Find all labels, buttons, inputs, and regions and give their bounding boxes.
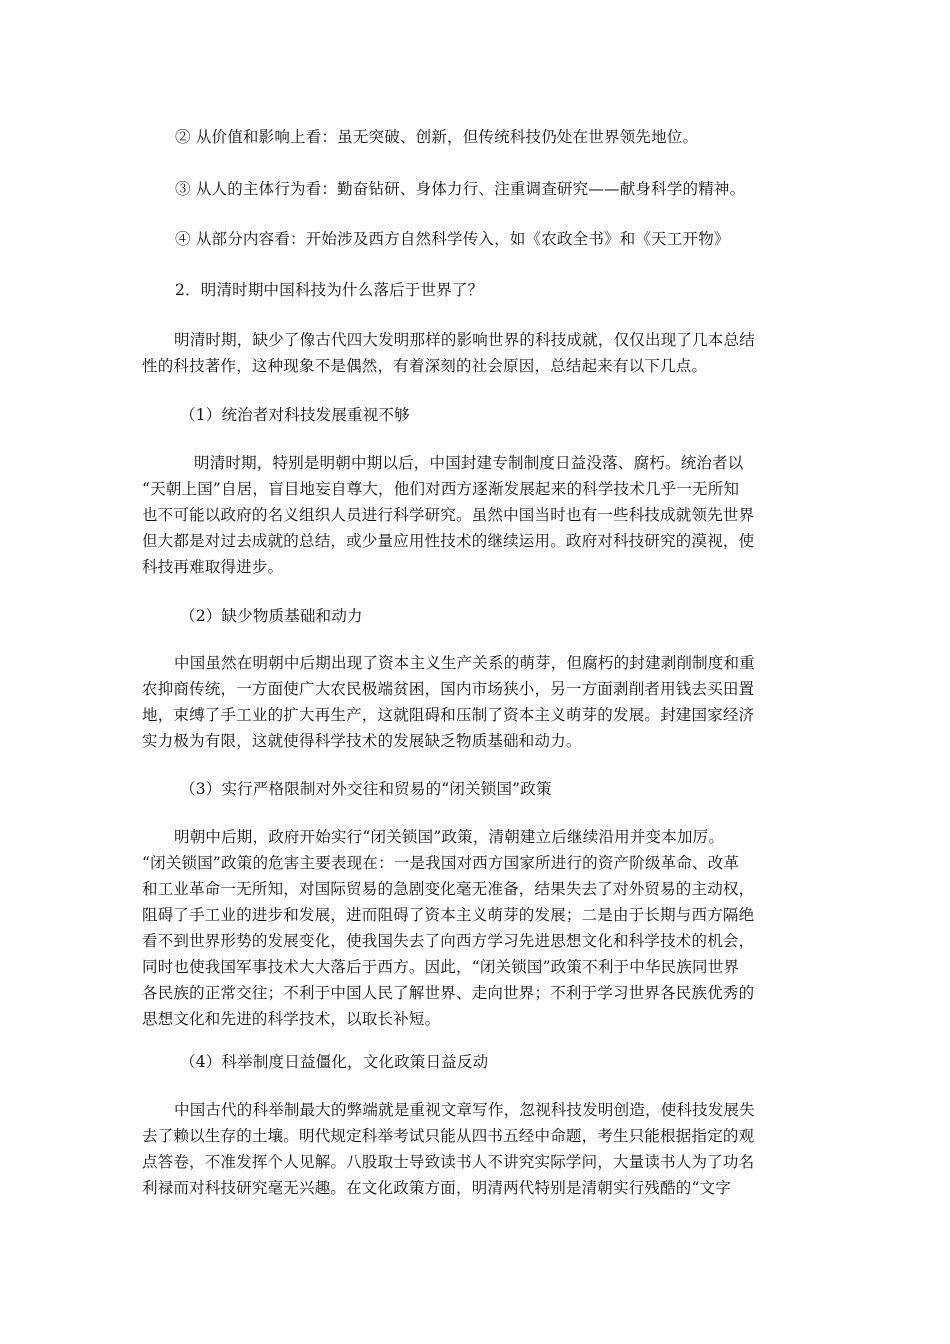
list-item-value-impact: ② 从价值和影响上看：虽无突破、创新，但传统科技仍处在世界领先地位。	[175, 128, 699, 146]
section-heading-2: （2）缺少物质基础和动力	[180, 607, 363, 625]
intro-paragraph: 明清时期，缺少了像古代四大发明那样的影响世界的科技成就，仅仅出现了几本总结 性的科技著作，这种现象不是偶然，有着深刻的社会原因，总结起来有以下几点。	[142, 331, 755, 375]
section-heading-1: （1）统治者对科技发展重视不够	[180, 406, 410, 424]
section-paragraph-3: 明朝中后期，政府开始实行“闭关锁国”政策，清朝建立后继续沿用并变本加厉。 “闭关锁国”政策的危害主要表现在：一是我国对西方国家所进行的资产阶级革命、改革 和工业革命一无所知，对国际贸易的急剧变化毫无准备，结果失去了对外贸易的主动权， 阻碍了手工业的进步和发展，进而阻碍了资本主义萌芽的发展；二是由于长期与西方隔绝 看不到世界形势的发展变化，使我国失去了向西方学习先进思想文化和科学技术的机会， 同时也使我国军事技术大大落后于西方。因此，“闭关锁国”政策不利于中华民族同世界 各民族的正常交往；不利于中国人民了解世界、走向世界；不利于学习世界各民族优秀的 思想文化和先进的科学技术，以取长补短。	[142, 828, 755, 1028]
list-item-human-agency: ③ 从人的主体行为看：勤奋钻研、身体力行、注重调查研究——献身科学的精神。	[175, 180, 746, 198]
list-item-content: ④ 从部分内容看：开始涉及西方自然科学传入，如《农政全书》和《天工开物》	[175, 230, 730, 248]
section-heading-4: （4）科举制度日益僵化，文化政策日益反动	[180, 1053, 489, 1071]
section-paragraph-1: 明清时期，特别是明朝中期以后，中国封建专制制度日益没落、腐朽。统治者以 “天朝上国”自居，盲目地妄自尊大，他们对西方逐渐发展起来的科学技术几乎一无所知 也不可能以政府的名义组织人员进行科学研究。虽然中国当时也有一些科技成就领先世界 但大都是对过去成就的总结，或少量应用性技术的继续运用。政府对科技研究的漠视，使 科技再难取得进步。	[142, 454, 755, 576]
section-paragraph-2: 中国虽然在明朝中后期出现了资本主义生产关系的萌芽，但腐朽的封建剥削制度和重 农抑商传统，一方面使广大农民极端贫困，国内市场狭小，另一方面剥削者用钱去买田置 地，束缚了手工业的扩大再生产，这就阻碍和压制了资本主义萌芽的发展。封建国家经济 实力极为有限，这就使得科学技术的发展缺乏物质基础和动力。	[142, 654, 755, 750]
section-paragraph-4: 中国古代的科举制最大的弊端就是重视文章写作，忽视科技发明创造，使科技发展失 去了赖以生存的土壤。明代规定科举考试只能从四书五经中命题，考生只能根据指定的观 点答卷，不准发挥个人见解。八股取士导致读书人不讲究实际学问，大量读书人为了功名 利禄而对科技研究毫无兴趣。在文化政策方面，明清两代特别是清朝实行残酷的“文字	[142, 1101, 755, 1197]
question-heading: 2．明清时期中国科技为什么落后于世界了？	[175, 281, 484, 299]
section-heading-3: （3）实行严格限制对外交往和贸易的“闭关锁国”政策	[180, 780, 552, 798]
